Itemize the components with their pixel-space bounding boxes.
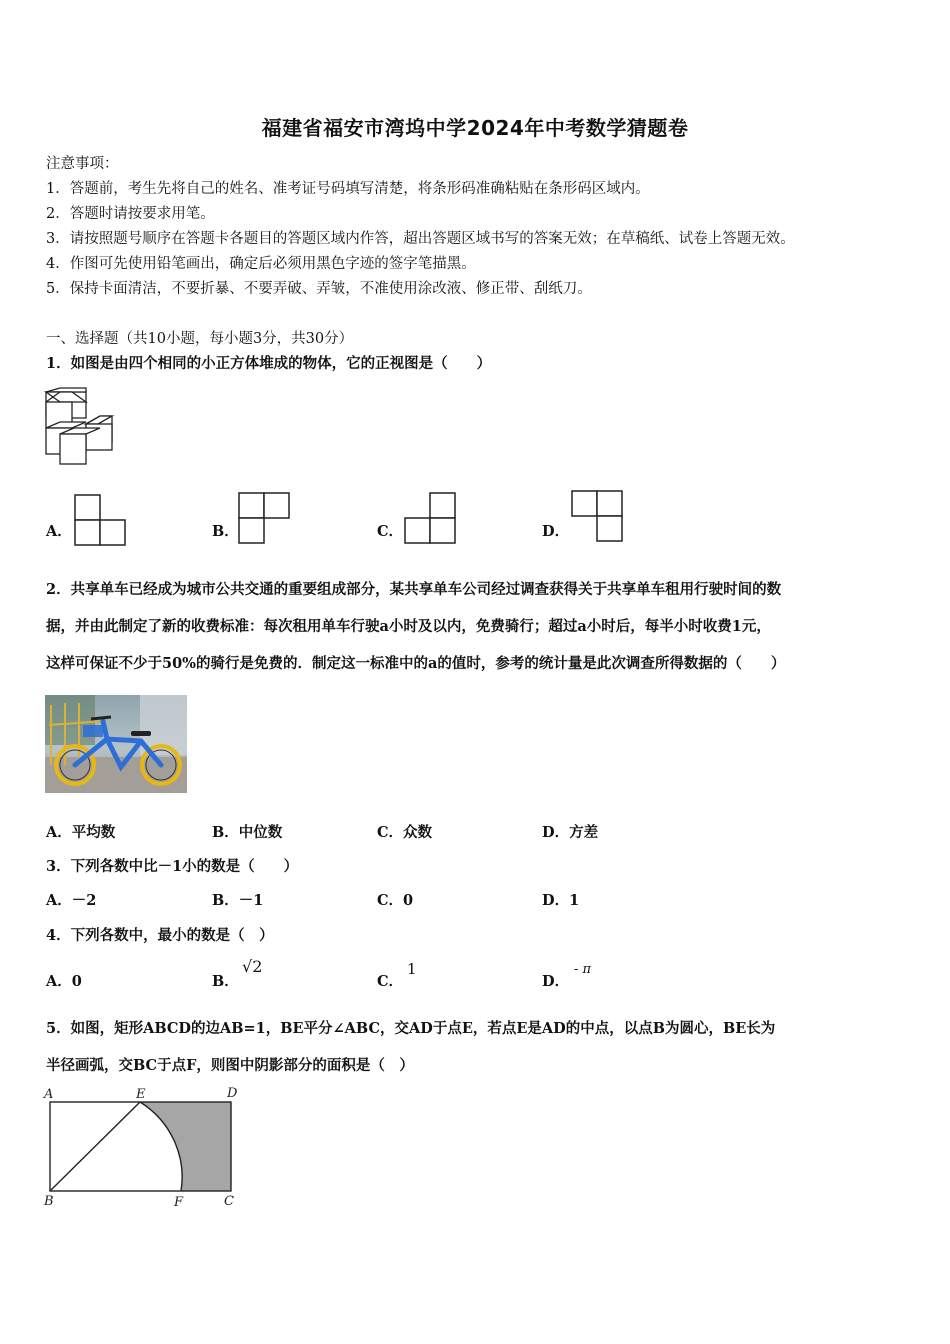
label-d: D bbox=[227, 1086, 238, 1101]
q4-option-a[interactable]: A．0 bbox=[46, 973, 82, 990]
notice-item: 3．请按照题号顺序在答题卡各题目的答题区域内作答，超出答题区域书写的答案无效；在草稿纸、试卷上答题无效。 bbox=[46, 231, 795, 247]
q2-option-c[interactable]: C．众数 bbox=[377, 824, 433, 841]
q2-option-d[interactable]: D．方差 bbox=[542, 824, 599, 841]
question-2-stem: 据，并由此制定了新的收费标准：每次租用单车行驶a小时及以内，免费骑行；超过a小时后，每半小时收费1元， bbox=[46, 618, 771, 635]
question-5-stem: 半径画弧，交BC于点F，则图中阴影部分的面积是（ ） bbox=[46, 1057, 414, 1074]
q1-option-b[interactable]: B． bbox=[212, 523, 239, 540]
q3-option-b[interactable]: B．－1 bbox=[212, 892, 264, 909]
q1-option-c[interactable]: C． bbox=[377, 523, 404, 540]
label-c: C bbox=[224, 1194, 234, 1209]
q3-option-a[interactable]: A．－2 bbox=[46, 892, 97, 909]
q3-option-c[interactable]: C．0 bbox=[377, 892, 414, 909]
question-2-stem: 2．共享单车已经成为城市公共交通的重要组成部分，某共享单车公司经过调查获得关于共享单车租用行驶时间的数 bbox=[46, 581, 782, 598]
question-1-stem: 1．如图是由四个相同的小正方体堆成的物体，它的正视图是（ ） bbox=[46, 355, 492, 372]
q1-option-b-figure bbox=[238, 492, 294, 546]
shared-bike-photo bbox=[45, 695, 187, 793]
q4-option-d[interactable]: D． bbox=[542, 973, 570, 990]
notice-item: 4．作图可先使用铅笔画出，确定后必须用黑色字迹的签字笔描黑。 bbox=[46, 256, 476, 272]
q4-option-b[interactable]: B． bbox=[212, 973, 239, 990]
q1-option-d-figure bbox=[571, 490, 627, 544]
notice-item: 1．答题前，考生先将自己的姓名、准考证号码填写清楚，将条形码准确粘贴在条形码区域内。 bbox=[46, 181, 650, 197]
label-b: B bbox=[44, 1194, 54, 1209]
question-2-stem: 这样可保证不少于50%的骑行是免费的．制定这一标准中的a的值时，参考的统计量是此次调查所得数据的（ ） bbox=[46, 655, 786, 672]
question-5-stem: 5．如图，矩形ABCD的边AB=1，BE平分∠ABC，交AD于点E，若点E是AD的中点，以点B为圆心，BE长为 bbox=[46, 1020, 776, 1037]
section-heading: 一、选择题（共10小题，每小题3分，共30分） bbox=[46, 331, 354, 347]
label-f: F bbox=[174, 1195, 184, 1210]
notice-item: 5．保持卡面清洁，不要折暴、不要弄破、弄皱，不准使用涂改液、修正带、刮纸刀。 bbox=[46, 281, 592, 297]
q2-option-b[interactable]: B．中位数 bbox=[212, 824, 283, 841]
label-a: A bbox=[44, 1087, 54, 1102]
question-3-stem: 3．下列各数中比－1小的数是（ ） bbox=[46, 858, 299, 875]
q2-option-a[interactable]: A．平均数 bbox=[46, 824, 116, 841]
neg-pi-value: - π bbox=[574, 962, 592, 977]
label-e: E bbox=[136, 1087, 146, 1102]
q3-option-d[interactable]: D．1 bbox=[542, 892, 580, 909]
q1-option-c-figure bbox=[404, 492, 460, 546]
q1-option-a-figure bbox=[74, 494, 128, 548]
one-value: 1 bbox=[407, 960, 417, 978]
cube-stack-figure bbox=[44, 388, 116, 468]
notice-heading: 注意事项： bbox=[46, 156, 119, 172]
notice-item: 2．答题时请按要求用笔。 bbox=[46, 206, 215, 222]
question-4-stem: 4．下列各数中，最小的数是（ ） bbox=[46, 927, 274, 944]
sqrt-two-value: √2 bbox=[242, 957, 263, 976]
q1-option-a[interactable]: A． bbox=[46, 523, 72, 540]
q1-option-d[interactable]: D． bbox=[542, 523, 570, 540]
q4-option-c[interactable]: C． bbox=[377, 973, 404, 990]
rectangle-arc-figure bbox=[40, 1082, 250, 1210]
page-title: 福建省福安市湾坞中学2024年中考数学猜题卷 bbox=[261, 116, 689, 140]
